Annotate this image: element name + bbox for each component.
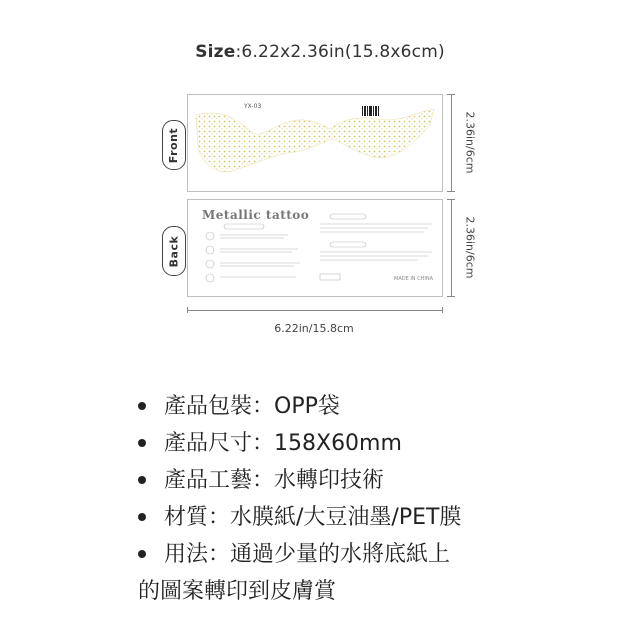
width-dimension-line [187, 307, 443, 313]
back-height-label: 2.36in/6cm [463, 216, 477, 278]
spec-item: 產品工藝：水轉印技術 [138, 462, 461, 499]
front-height-dimension [447, 94, 455, 192]
front-height-label: 2.36in/6cm [463, 111, 477, 173]
front-tag-label: Front [167, 127, 181, 163]
spec-item: 用法：通過少量的水將底紙上 [138, 536, 461, 573]
front-model-code: YX-03 [244, 103, 262, 110]
size-caption [0, 42, 640, 62]
bullet-icon [138, 402, 146, 410]
back-origin-text: MADE IN CHINA [394, 276, 434, 282]
spec-item: 產品包裝：OPP袋 [138, 388, 461, 425]
spec-list [138, 388, 461, 610]
front-tag [162, 120, 186, 170]
back-tag-label: Back [167, 235, 181, 267]
spec-item: 材質：水膜紙/大豆油墨/PET膜 [138, 499, 461, 536]
width-label: 6.22in/15.8cm [274, 322, 354, 335]
brow-tattoo-pattern [188, 95, 442, 191]
size-caption-label: Size [195, 42, 236, 62]
front-panel [187, 94, 443, 192]
bullet-icon [138, 439, 146, 447]
back-height-dimension [447, 199, 455, 297]
bullet-icon [138, 550, 146, 558]
size-caption-value: :6.22x2.36in(15.8x6cm) [235, 42, 445, 62]
spec-item: 產品尺寸：158X60mm [138, 425, 461, 462]
back-tag [162, 226, 186, 276]
back-brand-text: Metallic tattoo [202, 208, 310, 222]
spec-item-continuation: 的圖案轉印到皮膚賞 [138, 579, 337, 604]
back-panel [187, 199, 443, 297]
bullet-icon [138, 513, 146, 521]
bullet-icon [138, 476, 146, 484]
